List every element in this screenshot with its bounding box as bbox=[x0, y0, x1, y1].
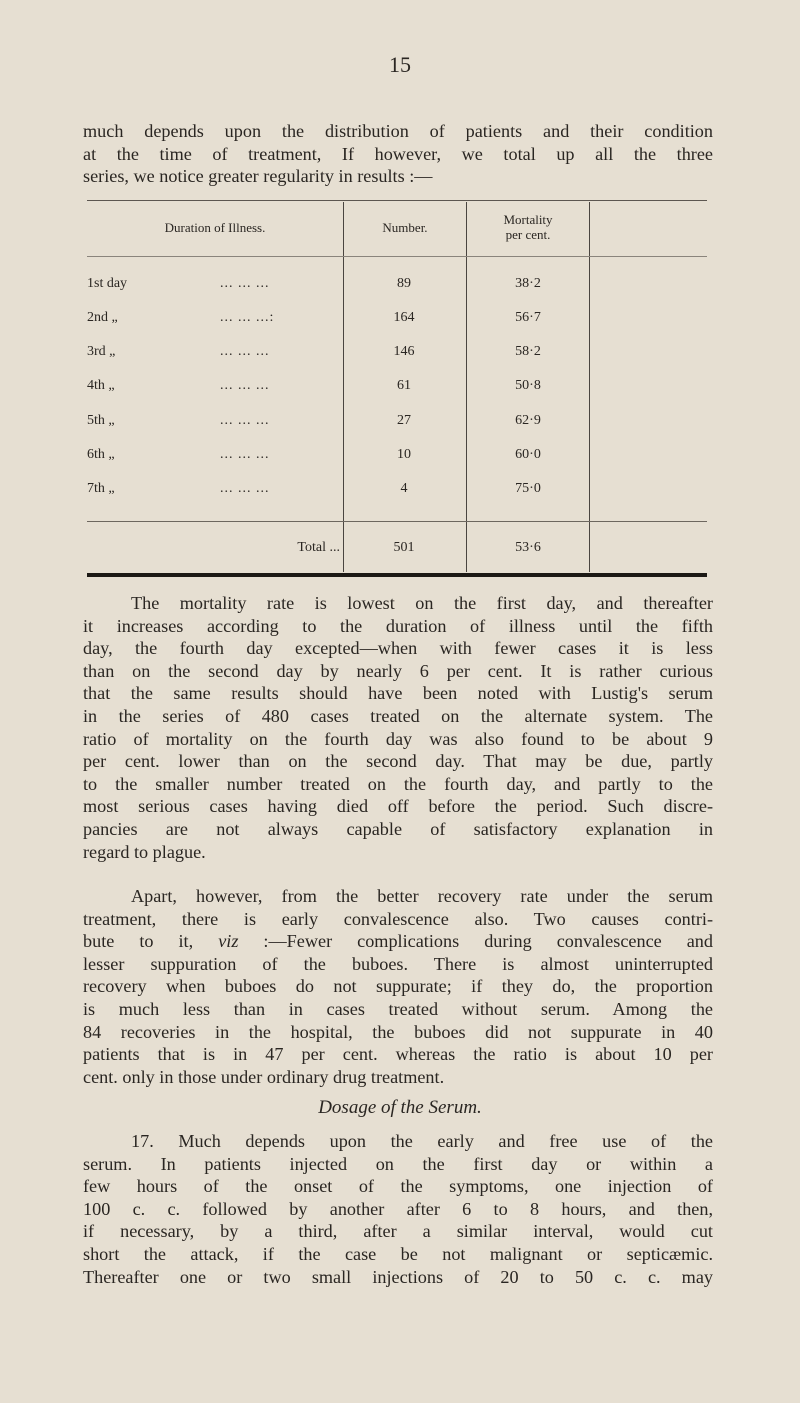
text-line: most serious cases having died off before the period. Such discre- bbox=[83, 796, 713, 817]
text-line: short the attack, if the case be not malignant or septicæmic. bbox=[83, 1243, 713, 1264]
text-line: in the series of 480 cases treated on the alternate system. The bbox=[83, 705, 713, 726]
total-mortality: 53·6 bbox=[515, 540, 541, 555]
table-body-rule bbox=[87, 521, 707, 522]
row-mortality: 75·0 bbox=[515, 481, 541, 496]
table-row bbox=[87, 481, 707, 511]
section-heading: Dosage of the Serum. bbox=[318, 1097, 482, 1118]
text-line: The mortality rate is lowest on the first day, and thereafter bbox=[131, 593, 713, 613]
table-row bbox=[87, 310, 707, 340]
row-day: 1st day bbox=[87, 276, 128, 291]
row-day: 5th „ bbox=[87, 413, 115, 428]
page-number: 15 bbox=[389, 52, 411, 77]
text-fragment: :—Fewer complications during convalescence and bbox=[238, 931, 713, 952]
paragraph-convalescence bbox=[83, 885, 713, 1088]
text-line: that the same results should have been noted with Lustig's serum bbox=[83, 683, 713, 704]
row-mortality: 60·0 bbox=[515, 447, 541, 462]
row-leader-dots: ... ... ... bbox=[220, 276, 270, 291]
row-mortality: 56·7 bbox=[515, 310, 541, 325]
table-row bbox=[87, 447, 707, 477]
intro-paragraph bbox=[83, 120, 713, 188]
text-line: pancies are not always capable of satisfactory explanation in bbox=[83, 818, 713, 839]
table-row bbox=[87, 378, 707, 408]
row-mortality: 58·2 bbox=[515, 344, 541, 359]
text-line: day, the fourth day excepted—when with fewer cases it is less bbox=[83, 638, 713, 659]
text-line: it increases according to the duration of illness until the fifth bbox=[83, 615, 713, 636]
header-number: Number. bbox=[382, 220, 428, 235]
row-mortality: 50·8 bbox=[515, 378, 541, 393]
text-line: 84 recoveries in the hospital, the buboes did not suppurate in 40 bbox=[83, 1021, 713, 1042]
text-line: 100 c. c. followed by another after 6 to 8 hours, and then, bbox=[83, 1198, 713, 1219]
text-line: 17. Much depends upon the early and free use of the bbox=[131, 1131, 713, 1151]
row-number: 27 bbox=[397, 413, 411, 428]
row-leader-dots: ... ... ... bbox=[220, 447, 270, 462]
table-row bbox=[87, 276, 707, 306]
table-row bbox=[87, 413, 707, 443]
row-leader-dots: ... ... ... bbox=[220, 481, 270, 496]
row-day: 6th „ bbox=[87, 447, 115, 462]
row-leader-dots: ... ... ... bbox=[220, 413, 270, 428]
text-line: much depends upon the distribution of patients and their condition bbox=[83, 121, 713, 141]
text-line: patients that is in 47 per cent. whereas the ratio is about 10 per bbox=[83, 1044, 713, 1065]
table-row bbox=[87, 344, 707, 374]
paragraph-mortality-rate bbox=[83, 592, 713, 863]
text-line: cent. only in those under ordinary drug treatment. bbox=[83, 1066, 445, 1087]
text-line: lesser suppuration of the buboes. There is almost uninterrupted bbox=[83, 953, 713, 974]
text-line: to the smaller number treated on the fourth day, and partly to the bbox=[83, 773, 713, 794]
row-number: 4 bbox=[400, 481, 408, 496]
header-mortality bbox=[467, 212, 589, 242]
text-line-with-viz bbox=[83, 930, 713, 953]
row-number: 10 bbox=[397, 447, 411, 462]
text-line: regard to plague. bbox=[83, 841, 206, 862]
text-line: ratio of mortality on the fourth day was also found to be about 9 bbox=[83, 728, 713, 749]
table-bottom-rule bbox=[87, 573, 707, 577]
row-number: 164 bbox=[393, 310, 415, 325]
header-mortality-line1: Mortality bbox=[503, 212, 553, 227]
header-duration: Duration of Illness. bbox=[164, 220, 266, 235]
row-leader-dots: ... ... ...: bbox=[220, 310, 275, 325]
mortality-table bbox=[87, 200, 707, 580]
row-mortality: 62·9 bbox=[515, 413, 541, 428]
text-line: serum. In patients injected on the first day or within a bbox=[83, 1153, 713, 1174]
row-mortality: 38·2 bbox=[515, 276, 541, 291]
text-line: treatment, there is early convalescence also. Two causes contri- bbox=[83, 908, 713, 929]
text-line: if necessary, by a third, after a similar interval, would cut bbox=[83, 1221, 713, 1242]
total-number: 501 bbox=[393, 540, 415, 555]
paragraph-dosage bbox=[83, 1130, 713, 1288]
row-number: 89 bbox=[397, 276, 411, 291]
text-line: at the time of treatment, If however, we total up all the three bbox=[83, 143, 713, 164]
row-day: 3rd „ bbox=[87, 344, 116, 359]
text-line: per cent. lower than on the second day. That may be due, partly bbox=[83, 751, 713, 772]
row-leader-dots: ... ... ... bbox=[220, 378, 270, 393]
row-number: 146 bbox=[393, 344, 415, 359]
row-number: 61 bbox=[397, 378, 411, 393]
header-mortality-line2: per cent. bbox=[505, 227, 551, 242]
row-day: 2nd „ bbox=[87, 310, 118, 325]
row-day: 4th „ bbox=[87, 378, 115, 393]
text-fragment: bute to it, bbox=[83, 931, 194, 952]
row-day: 7th „ bbox=[87, 481, 115, 496]
text-line: few hours of the onset of the symptoms, one injection of bbox=[83, 1176, 713, 1197]
text-line: Thereafter one or two small injections of 20 to 50 c. c. may bbox=[83, 1266, 713, 1287]
text-line: recovery when buboes do not suppurate; if they do, the proportion bbox=[83, 976, 713, 997]
total-label: Total ... bbox=[297, 540, 340, 555]
text-line: series, we notice greater regularity in results :— bbox=[83, 166, 433, 187]
text-line: than on the second day by nearly 6 per cent. It is rather curious bbox=[83, 660, 713, 681]
row-leader-dots: ... ... ... bbox=[220, 344, 270, 359]
text-line: Apart, however, from the better recovery rate under the serum bbox=[131, 886, 713, 906]
table-top-rule bbox=[87, 200, 707, 201]
table-header-rule bbox=[87, 256, 707, 257]
text-line: is much less than in cases treated without serum. Among the bbox=[83, 998, 713, 1019]
viz-abbrev: viz bbox=[218, 931, 239, 952]
